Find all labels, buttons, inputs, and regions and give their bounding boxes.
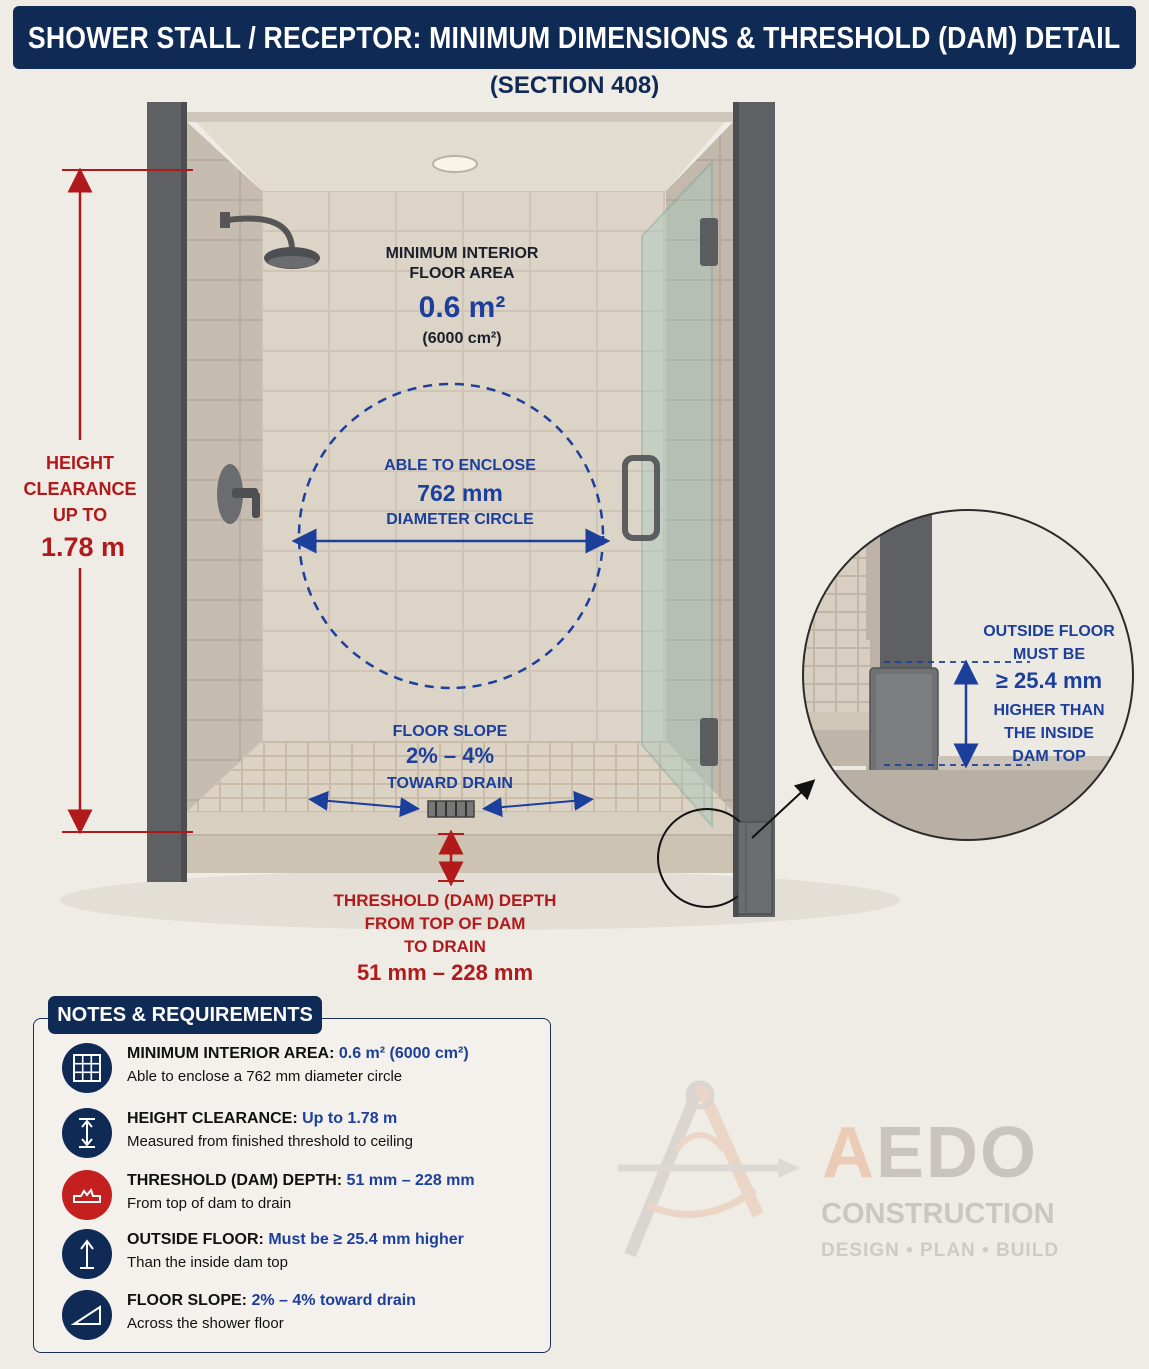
circle-sub-label: DIAMETER CIRCLE (386, 511, 534, 528)
logo-wordmark: AEDO (822, 1113, 1039, 1193)
slope-label: FLOOR SLOPE (392, 723, 508, 740)
slope-sub-label: TOWARD DRAIN (387, 775, 513, 792)
drain-icon (428, 801, 474, 817)
note-height-clearance: HEIGHT CLEARANCE: Up to 1.78 m Measured from finished threshold to ceiling (62, 1108, 542, 1162)
note-outside-floor: OUTSIDE FLOOR: Must be ≥ 25.4 mm higher Than the inside dam top (62, 1229, 542, 1283)
circle-label: ABLE TO ENCLOSE (384, 457, 536, 474)
ceiling (187, 112, 733, 191)
page-title: SHOWER STALL / RECEPTOR: MINIMUM DIMENSIONS & THRESHOLD (DAM) DETAIL (28, 19, 1121, 55)
threshold-label: THRESHOLD (DAM) DEPTH FROM TOP OF DAM TO DRAIN (333, 891, 557, 956)
note-min-area: MINIMUM INTERIOR AREA: 0.6 m² (6000 cm²) Able to enclose a 762 mm diameter circle (62, 1043, 542, 1097)
slope-value: 2% – 4% (405, 743, 495, 768)
height-value: 1.78 m (40, 532, 126, 562)
threshold-value: 51 mm – 228 mm (356, 960, 534, 985)
ceiling-light-icon (433, 156, 477, 172)
note-floor-slope: FLOOR SLOPE: 2% – 4% toward drain Across the shower floor (62, 1290, 542, 1344)
note-threshold-depth: THRESHOLD (DAM) DEPTH: 51 mm – 228 mm From top of dam to drain (62, 1170, 542, 1224)
notes-header: NOTES & REQUIREMENTS (48, 996, 322, 1034)
height-arrow-icon (62, 1108, 112, 1158)
threshold-icon (62, 1170, 112, 1220)
area-sub-value: (6000 cm²) (422, 330, 502, 347)
area-label: MINIMUM INTERIOR FLOOR AREA (385, 245, 539, 282)
area-value: 0.6 m² (418, 291, 506, 324)
outside-floor-label: OUTSIDE FLOOR MUST BE (983, 623, 1115, 663)
slope-icon (62, 1290, 112, 1340)
logo-tagline: DESIGN • PLAN • BUILD (821, 1240, 1060, 1261)
logo-company: CONSTRUCTION (821, 1198, 1055, 1230)
door-hinge-bottom (700, 718, 718, 766)
threshold-dam-face (187, 835, 733, 873)
door-hinge-top (700, 218, 718, 266)
outside-floor-value: ≥ 25.4 mm (995, 668, 1103, 693)
up-arrow-icon (62, 1229, 112, 1279)
outside-floor-sub-label: HIGHER THAN THE INSIDE DAM TOP (993, 702, 1105, 765)
grid-icon (62, 1043, 112, 1093)
height-label: HEIGHT CLEARANCE UP TO (23, 453, 137, 526)
circle-value: 762 mm (417, 480, 503, 506)
right-wall-frame (733, 102, 775, 917)
section-subtitle: (SECTION 408) (489, 72, 660, 99)
